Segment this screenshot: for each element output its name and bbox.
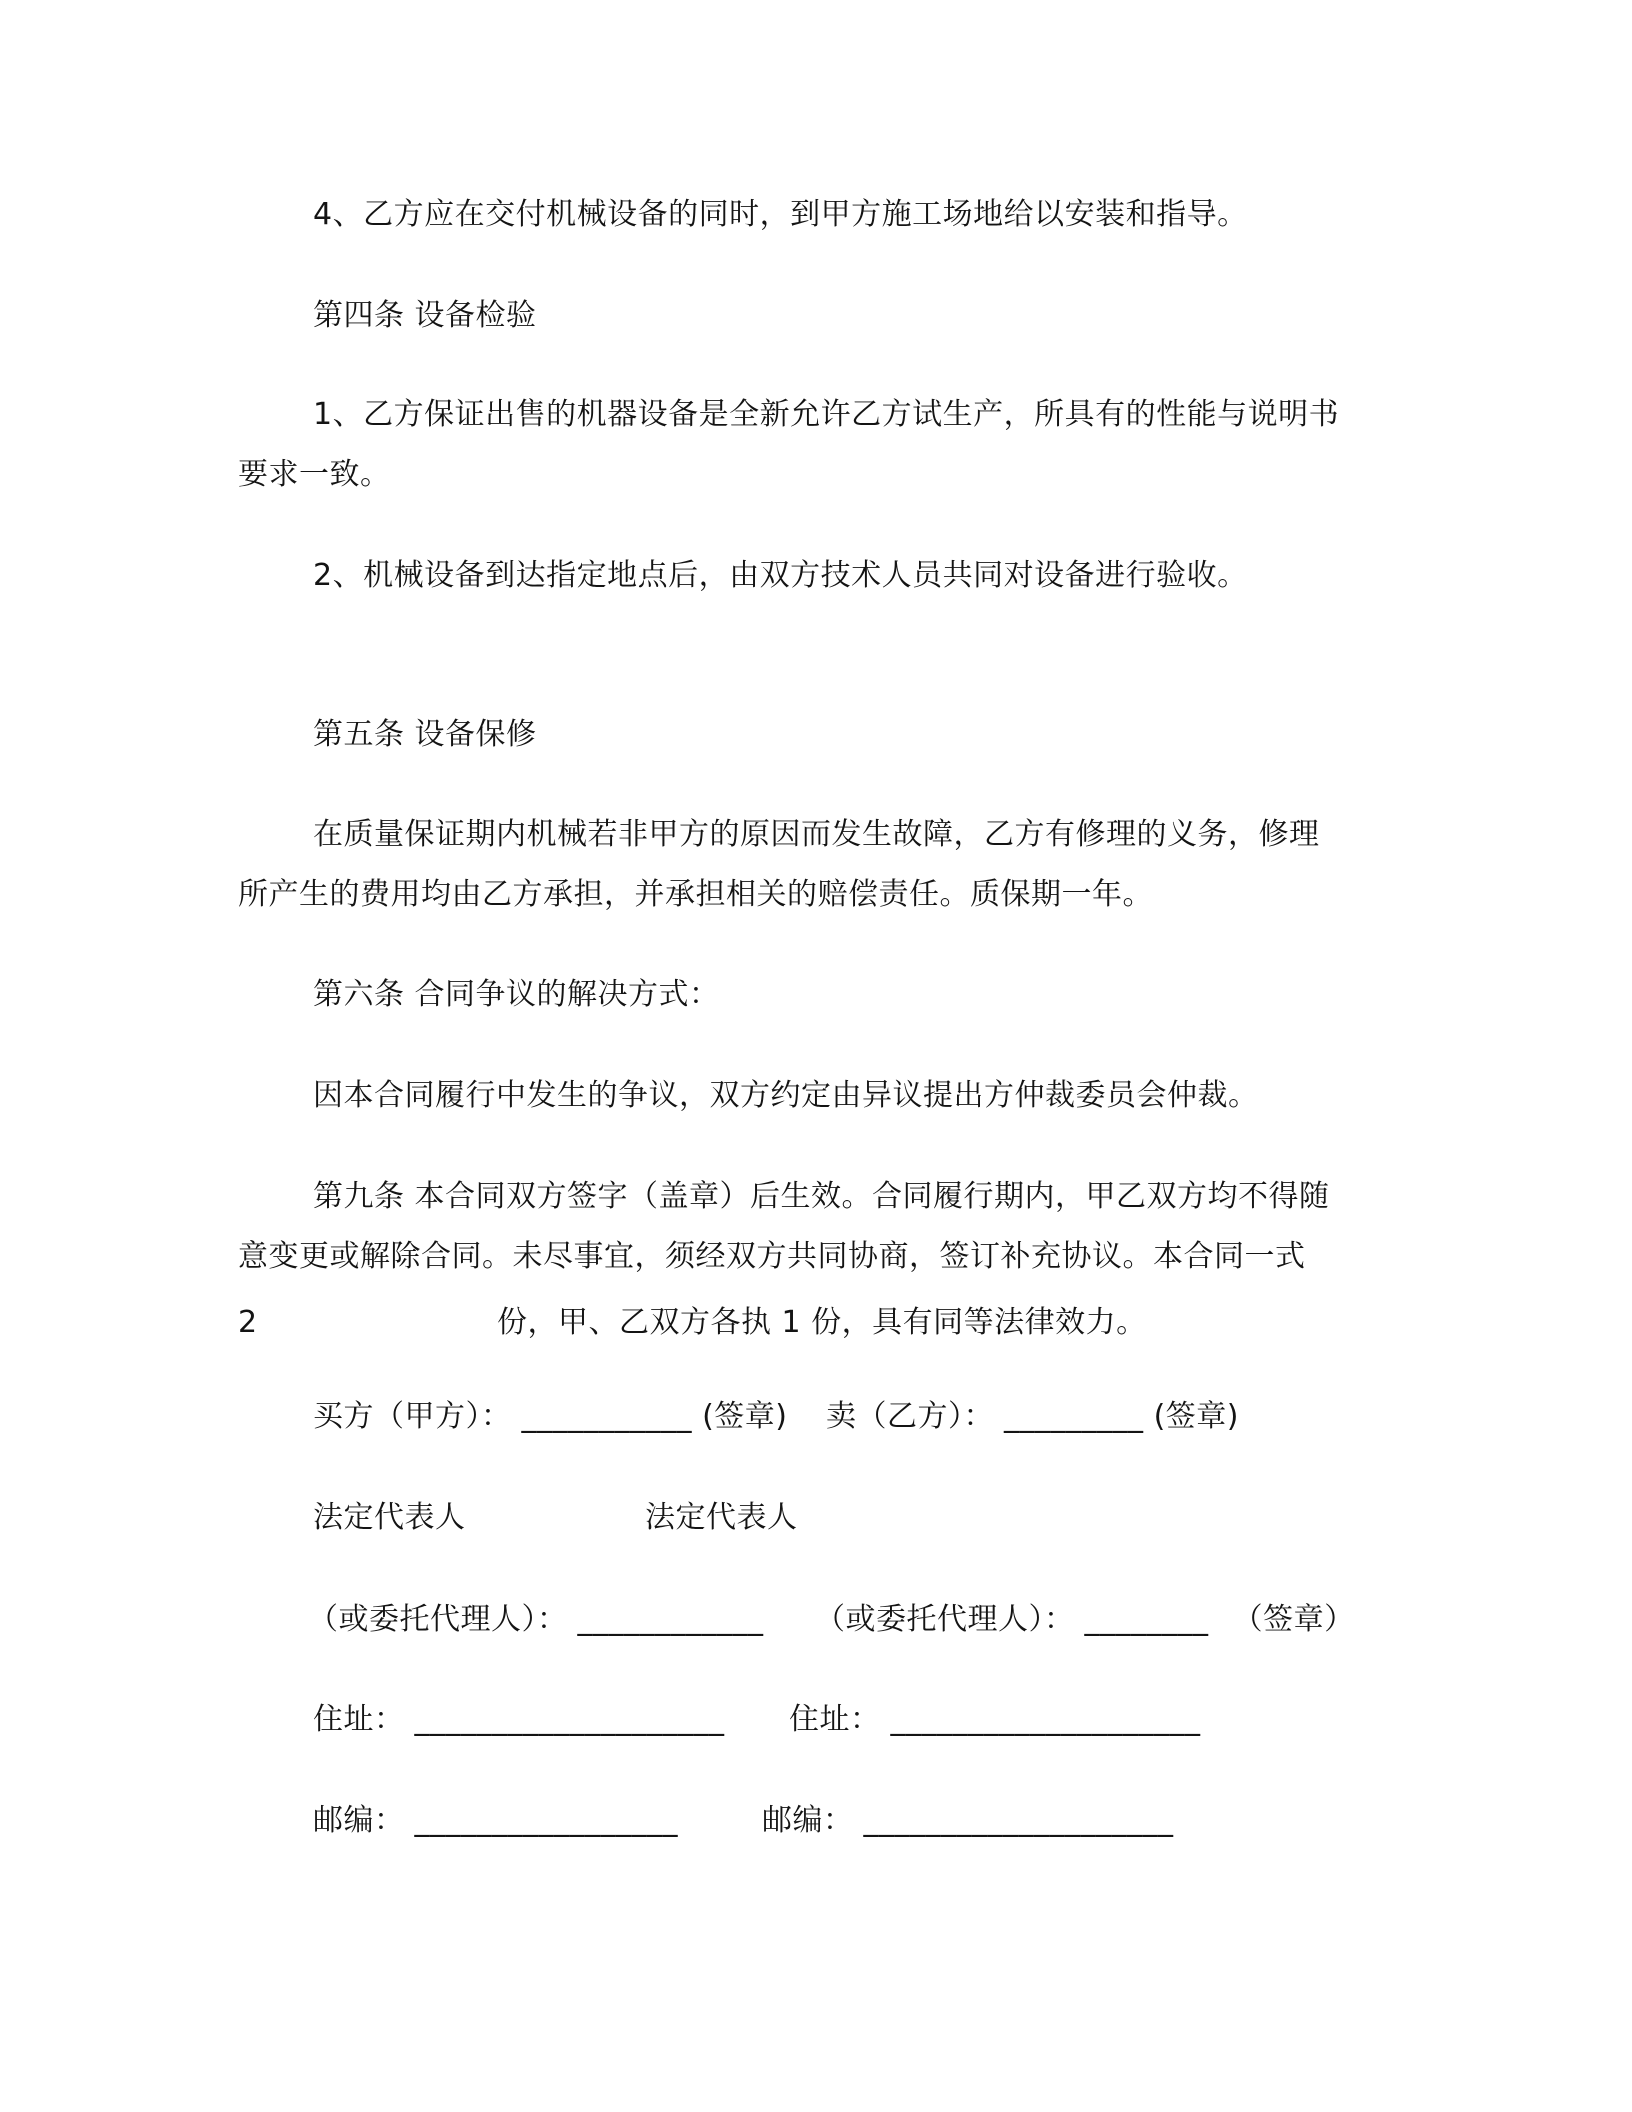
seller-postcode-row [762,1801,1174,1841]
article-6-body: 因本合同履行中发生的争议，双方约定由异议提出方仲裁委员会仲裁。 [313,1078,1259,1113]
buyer-postcode-blank: _________________ [414,1803,679,1838]
article-4-item-2: 2、机械设备到达指定地点后，由双方技术人员共同对设备进行验收。 [313,558,1248,593]
seller-agent-row [815,1600,1355,1640]
seller-address-row [789,1700,1201,1740]
item-4-paragraph: 4、乙方应在交付机械设备的同时，到甲方施工场地给以安装和指导。 [313,197,1248,232]
article-5-heading: 第五条 设备保修 [313,717,537,752]
article-9-copies-number: 2 [238,1305,258,1340]
seller-agent-label: （或委托代理人）： [815,1602,1075,1637]
buyer-agent-blank: ____________ [577,1602,764,1637]
buyer-postcode-row [313,1801,678,1841]
article-9-line-2: 意变更或解除合同。未尽事宜，须经双方共同协商，签订补充协议。本合同一式 [238,1239,1306,1274]
buyer-legal-rep-label: 法定代表人 [313,1500,466,1535]
seller-label: 卖（乙方）： [826,1399,994,1434]
buyer-postcode-label: 邮编： [313,1803,405,1838]
buyer-address-blank: ____________________ [414,1702,725,1737]
buyer-address-label: 住址： [313,1702,405,1737]
article-6-heading: 第六条 合同争议的解决方式： [313,977,720,1012]
article-5-line-2: 所产生的费用均由乙方承担，并承担相关的赔偿责任。质保期一年。 [238,877,1153,912]
seller-address-blank: ____________________ [890,1702,1201,1737]
seller-signature-row [826,1397,1239,1437]
article-4-heading: 第四条 设备检验 [313,298,537,333]
buyer-signature-row [313,1397,788,1437]
buyer-agent-row [308,1600,764,1640]
buyer-agent-label: （或委托代理人）： [308,1602,568,1637]
seller-agent-blank: ________ [1084,1602,1209,1637]
article-4-item-1-line-2: 要求一致。 [238,457,391,492]
seller-postcode-blank: ____________________ [863,1803,1174,1838]
article-9-line-1: 第九条 本合同双方签字（盖章）后生效。合同履行期内，甲乙双方均不得随 [313,1179,1330,1214]
article-5-line-1: 在质量保证期内机械若非甲方的原因而发生故障，乙方有修理的义务，修理 [313,817,1320,852]
seller-legal-rep-label: 法定代表人 [645,1500,798,1535]
seller-seal: (签章) [1153,1399,1240,1434]
seller-agent-seal: （签章） [1232,1602,1355,1637]
seller-signature-blank: _________ [1004,1399,1144,1434]
buyer-signature-blank: ___________ [521,1399,693,1434]
seller-postcode-label: 邮编： [762,1803,854,1838]
buyer-address-row [313,1700,725,1740]
article-9-line-3: 份，甲、乙双方各执 1 份，具有同等法律效力。 [497,1305,1147,1340]
buyer-seal: (签章) [702,1399,788,1434]
article-4-item-1-line-1: 1、乙方保证出售的机器设备是全新允许乙方试生产，所具有的性能与说明书 [313,397,1340,432]
buyer-label: 买方（甲方）： [313,1399,512,1434]
seller-address-label: 住址： [789,1702,881,1737]
